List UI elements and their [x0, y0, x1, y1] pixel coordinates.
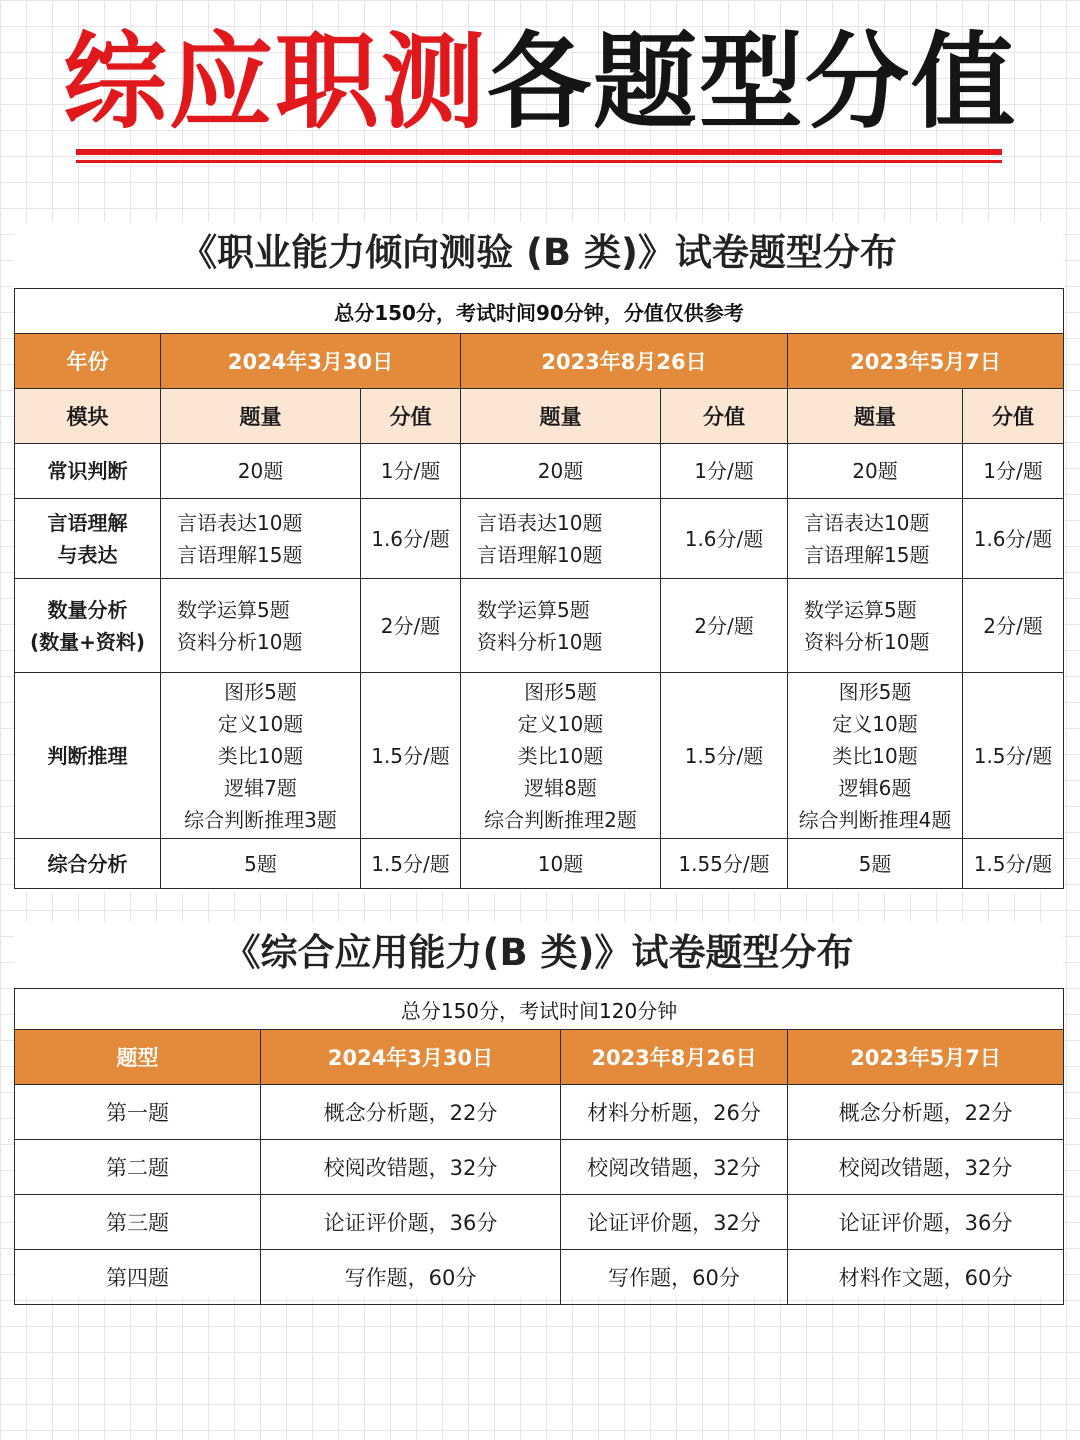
type-header: 题型 — [15, 1030, 261, 1085]
module-cell: 综合分析 — [15, 839, 161, 889]
question-value: 校阅改错题，32分 — [788, 1140, 1064, 1195]
score-cell: 1.5分/题 — [661, 673, 788, 839]
count-cell: 数学运算5题 资料分析10题 — [161, 579, 361, 673]
section-application-title: 《综合应用能力(B 类)》试卷题型分布 — [223, 931, 854, 974]
count-cell: 5题 — [788, 839, 963, 889]
count-header: 题量 — [161, 389, 361, 444]
question-value: 写作题，60分 — [261, 1250, 561, 1305]
question-name: 第三题 — [15, 1195, 261, 1250]
question-value: 写作题，60分 — [561, 1250, 788, 1305]
score-cell: 1.5分/题 — [963, 839, 1064, 889]
title-underline-thin — [76, 160, 1002, 163]
question-value: 概念分析题，22分 — [261, 1085, 561, 1140]
score-cell: 1.5分/题 — [963, 673, 1064, 839]
score-header: 分值 — [963, 389, 1064, 444]
count-cell: 10题 — [461, 839, 661, 889]
score-cell: 2分/题 — [963, 579, 1064, 673]
year-header: 年份 — [15, 334, 161, 389]
table-row — [15, 673, 1064, 839]
count-header: 题量 — [788, 389, 963, 444]
count-cell: 图形5题 定义10题 类比10题 逻辑8题 综合判断推理2题 — [461, 673, 661, 839]
title-underline — [76, 149, 1002, 155]
question-value: 校阅改错题，32分 — [261, 1140, 561, 1195]
aptitude-subheader — [15, 389, 1064, 444]
table-row — [15, 1140, 1064, 1195]
count-cell: 20题 — [461, 444, 661, 499]
score-cell: 1.5分/题 — [361, 673, 461, 839]
table-row — [15, 579, 1064, 673]
table-row — [15, 1195, 1064, 1250]
question-name: 第四题 — [15, 1250, 261, 1305]
score-cell: 1分/题 — [963, 444, 1064, 499]
module-cell: 常识判断 — [15, 444, 161, 499]
count-header: 题量 — [461, 389, 661, 444]
count-cell: 5题 — [161, 839, 361, 889]
count-cell: 言语表达10题 言语理解15题 — [788, 499, 963, 579]
section-aptitude-title: 《职业能力倾向测验 (B 类)》试卷题型分布 — [180, 231, 897, 274]
count-cell: 数学运算5题 资料分析10题 — [788, 579, 963, 673]
count-cell: 言语表达10题 言语理解10题 — [461, 499, 661, 579]
count-cell: 20题 — [161, 444, 361, 499]
question-value: 材料分析题，26分 — [561, 1085, 788, 1140]
module-cell: 判断推理 — [15, 673, 161, 839]
count-cell: 数学运算5题 资料分析10题 — [461, 579, 661, 673]
table-row — [15, 1085, 1064, 1140]
application-table — [14, 988, 1064, 1305]
table-row — [15, 1250, 1064, 1305]
count-cell: 言语表达10题 言语理解15题 — [161, 499, 361, 579]
aptitude-date-header — [15, 334, 1064, 389]
section-application — [14, 922, 1063, 1298]
score-header: 分值 — [361, 389, 461, 444]
application-header — [15, 1030, 1064, 1085]
question-value: 概念分析题，22分 — [788, 1085, 1064, 1140]
score-cell: 1.6分/题 — [963, 499, 1064, 579]
count-cell: 图形5题 定义10题 类比10题 逻辑7题 综合判断推理3题 — [161, 673, 361, 839]
question-name: 第二题 — [15, 1140, 261, 1195]
date-header: 2024年3月30日 — [161, 334, 461, 389]
question-name: 第一题 — [15, 1085, 261, 1140]
page-title-black: 各题型分值 — [487, 21, 1018, 143]
question-value: 论证评价题，36分 — [788, 1195, 1064, 1250]
page-title — [0, 22, 1080, 142]
question-value: 校阅改错题，32分 — [561, 1140, 788, 1195]
aptitude-table — [14, 288, 1064, 889]
question-value: 材料作文题，60分 — [788, 1250, 1064, 1305]
score-cell: 1分/题 — [361, 444, 461, 499]
module-header: 模块 — [15, 389, 161, 444]
table-row — [15, 839, 1064, 889]
count-cell: 图形5题 定义10题 类比10题 逻辑6题 综合判断推理4题 — [788, 673, 963, 839]
score-cell: 1.6分/题 — [661, 499, 788, 579]
page-title-red: 综应职测 — [62, 21, 487, 143]
table-row — [15, 499, 1064, 579]
score-cell: 2分/题 — [361, 579, 461, 673]
module-cell: 数量分析 (数量+资料) — [15, 579, 161, 673]
score-header: 分值 — [661, 389, 788, 444]
date-header: 2023年5月7日 — [788, 1030, 1064, 1085]
application-note: 总分150分，考试时间120分钟 — [15, 989, 1064, 1030]
score-cell: 1分/题 — [661, 444, 788, 499]
score-cell: 1.6分/题 — [361, 499, 461, 579]
aptitude-note: 总分150分，考试时间90分钟，分值仅供参考 — [15, 289, 1064, 334]
module-cell: 言语理解 与表达 — [15, 499, 161, 579]
date-header: 2023年8月26日 — [561, 1030, 788, 1085]
score-cell: 2分/题 — [661, 579, 788, 673]
date-header: 2023年5月7日 — [788, 334, 1064, 389]
score-cell: 1.5分/题 — [361, 839, 461, 889]
date-header: 2023年8月26日 — [461, 334, 788, 389]
count-cell: 20题 — [788, 444, 963, 499]
section-aptitude — [14, 222, 1063, 892]
date-header: 2024年3月30日 — [261, 1030, 561, 1085]
question-value: 论证评价题，32分 — [561, 1195, 788, 1250]
table-row — [15, 444, 1064, 499]
score-cell: 1.55分/题 — [661, 839, 788, 889]
question-value: 论证评价题，36分 — [261, 1195, 561, 1250]
